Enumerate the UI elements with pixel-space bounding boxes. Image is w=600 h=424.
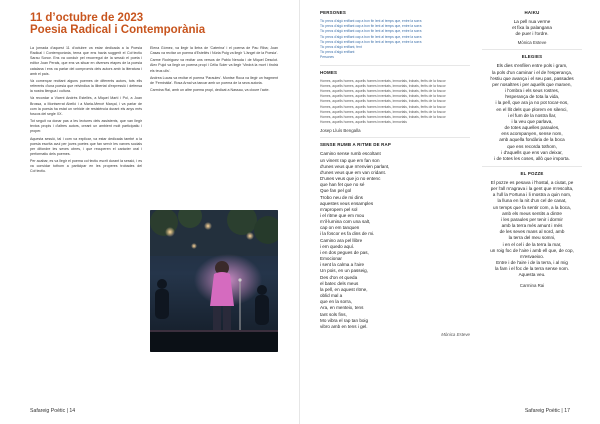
poem-line: Tic precs d'algú enfilant cap a bon fin lent al temps que, entre la sorra (320, 19, 422, 23)
poem-line: i la pell, que ara ja no pot tocar-nos, (495, 100, 569, 106)
poem-line: El pozze es pesava i l'hostal, a ciutat, pe (490, 179, 574, 185)
page-gutter (299, 0, 300, 424)
poem-line: i les paraules per tenir i dormir (501, 216, 563, 222)
paragraph: Andrea Lucas va recitar el poema 'Paraules'. Montse Roca va llegir un fragment de 'Feminàlia'. Rosa Arnal va tancar amb un poema de la seva autoria. (150, 75, 278, 85)
paragraph: Va recordar a Vicent Andrés Estellés, a Miquel Martí i Pol, a Joan Brossa, a Montserrat Abelló i a Maria-Mercè Marçal, i va parlar de com la poesia ha estat un vehicle de resistència durant els anys més foscos del segle XX. (30, 96, 142, 116)
poem-line: per nosaltres i per aquells que marxen, (492, 81, 572, 87)
poem-el-pozze (482, 180, 582, 279)
poem-line: Entre i de l'aire i de la terra, i al mig (496, 260, 568, 265)
poem-line: Trobo neu de mi dins (320, 194, 363, 200)
section-title-homes: HOMES (320, 69, 338, 75)
page-footer-right: Safareig Poètic | 17 (524, 408, 570, 414)
poem-author: Mònica Esteve (517, 40, 547, 46)
poem-line: la fam i el foc de la terra sense nom. (494, 266, 570, 272)
poem-line: Ara, en menteix, tens (320, 305, 364, 311)
article-column-2 (150, 46, 278, 156)
poem-line: que en la sorra, (320, 299, 352, 305)
poem-line: que ens recorda tothom, (507, 143, 557, 149)
poem-line: la pell, en aquest ritme, (320, 286, 368, 292)
poem-line: d'unes veus que m'envien parlant, (320, 163, 390, 169)
poem-line: Camino sense rumb escoltant (320, 151, 381, 157)
poem-line: un vinent rap que em fan son (320, 157, 380, 163)
section-title-haiku: HAIKU (524, 10, 540, 15)
poem-line: Homes, aquells homes, aquells homes inventats, immortals, trobats, ferits de la foscor (320, 104, 446, 109)
title-theme: Poesia Radical i Contemporània (30, 24, 206, 37)
poem-line: tant sols fins, (320, 311, 347, 317)
article-column-1 (30, 46, 142, 358)
section-title-el-pozze: EL POZZE (520, 170, 544, 176)
poem-persones (320, 19, 470, 61)
poem-line: l'estiu que avança i el seu pas, passades (490, 75, 574, 81)
poem-line: cap on em tanquen (320, 225, 360, 231)
poem-line: i em quedo aquí. (320, 243, 355, 249)
poem-line: la lluna en la nit d'un cel de canat, (497, 198, 567, 204)
poem-line: amb la terra més amunt i més (501, 223, 563, 229)
paragraph: Va començar recitant alguns poemes de diferents autors, tots ells referents d'una poesia que reivindica la llibertat d'expressió i defensa la nostra llengua i cultura. (30, 78, 142, 94)
poem-line: per l'all m'agrava i la gent que m'escolta, (490, 186, 574, 192)
poem-line: Mo vibra el rap tan boig (320, 317, 369, 323)
poem-line: Persones (320, 55, 334, 60)
section-title-persones: PERSONES (320, 10, 346, 15)
poem-line: Els dies s'enfilen entre pols i gram, (496, 63, 568, 69)
poem-line: m'esvaeixo. (519, 253, 545, 259)
poem-line: amb aquella fondària de la boca (499, 137, 565, 143)
poem-sense-rumb (320, 151, 470, 330)
poem-line: i l'ombra i els seus rostres, (504, 88, 560, 94)
page-footer-left: Safareig Poètic | 14 (30, 408, 76, 414)
poem-line: Tic precs d'algú enfilant, fent (320, 45, 362, 50)
poem-line: i el ritme que em mou (320, 213, 365, 219)
divider (320, 65, 470, 66)
poem-line: Des d'on et queda (320, 274, 358, 280)
poem-line: Un pois, en un passeig, (320, 268, 369, 274)
poem-line: Tic precs d'algú enfilant cap a bon fin lent al temps que, entre la sorra (320, 39, 422, 44)
poem-line: de puer i l'ordre. (515, 31, 549, 37)
divider (482, 49, 582, 50)
poem-line: i el fum de la nostra llar, (507, 112, 557, 118)
event-photo (150, 210, 278, 352)
paragraph: Elena Gómez, va llegir la lletra de 'Caterina' i el poema de Pau Riba; Joan Casas va recitar un poema d'Estellés i Núria Puig va llegir 'L'àngel de la Poesia'. (150, 46, 278, 56)
poem-line: et fixa la palangana (512, 25, 552, 31)
poem-homes (320, 79, 470, 126)
paragraph: La jornada d'aquest 11 d'octubre va estar dedicada a la Poesia Radical i Contemporània, tema que ens havia suggerit el Col·lectiu Sarau Sonor. Ens va conduir pel recorregut de la sessió el poeta i editor Joan Perals, que ens va situar en diverses etapes de la poesia catalana i ens va parlar del compromís dels autors amb la literatura i amb el país. (30, 46, 142, 76)
poem-line: i en dos pegues de pas, (320, 249, 369, 255)
divider (320, 137, 470, 138)
poem-author: Josep Lluís Bengalla (320, 128, 361, 134)
poem-line: Homes, aquells homes, aquells homes inventats, immortals, trobats, ferits de la foscor (320, 99, 446, 104)
poem-line: Homes, aquells homes, aquells homes inventats, immortals, trobats, ferits de la foscor (320, 115, 446, 120)
poem-line: i sent la calma a l'aire (320, 262, 365, 268)
divider (482, 166, 582, 167)
poem-line: vibro amb en tens i gel. (320, 323, 368, 329)
poems-column-1 (320, 10, 470, 337)
page-title (30, 12, 280, 36)
paragraph: Per acabar, es va llegir el poema col·lectiu escrit durant la sessió, i es va convidar tothom a participar en les properes trobades del Col·lectiu. (30, 159, 142, 174)
poem-line: La pell nua verme (513, 19, 551, 24)
paragraph: Carme Rodríguez va recitar uns versos de Pablo Neruda i de Miquel Desclot. Alex Pujol va llegir un poema propi i Cèlia Soler va llegir 'Vindrà la mort i tindrà els teus ulls'. (150, 58, 278, 73)
title-date: 11 d’octubre de 2023 (30, 12, 144, 24)
event-photo-image (150, 210, 278, 352)
poem-line: Tic precs d'algú enfilant (320, 50, 355, 55)
poem-line: i en el cel i de la terra la mar, (502, 241, 562, 247)
poem-line: ens acompanyen, sense nom, (501, 131, 563, 137)
poem-line: Que fan pel gol (320, 188, 352, 194)
poem-line: la terra del meu somni, (508, 235, 556, 241)
poem-line: D'unes veus que jo no entenc (320, 176, 381, 182)
poems-column-2 (482, 10, 582, 288)
poem-line: d'unes veus que em van cridant. (320, 169, 386, 175)
poem-line: el batec dels meus (320, 280, 359, 286)
poem-line: Tic precs d'algú enfilant cap a bon fin lent al temps que, entre la sorra (320, 29, 422, 34)
poem-line: Homes, aquells homes, aquells homes inventats, immortals, trobats, ferits de la foscor (320, 83, 446, 88)
poem-line: un temps que fa sentir com, a la boca, (493, 204, 571, 210)
poem-line: aquestes veus ensamples (320, 200, 374, 206)
poem-line: Homes, aquells homes, aquells homes inventats, immortals, trobats, ferits de la foscor (320, 94, 446, 99)
poem-line: Tic precs d'algú enfilant cap a bon fin lent al temps que, entre la sorra (320, 24, 422, 29)
paragraph: Aquesta sessió, tal i com va explicar, va estar dedicada també a la poesia escrita avui per joves poetes que fan servir les xarxes socials per difondre les seves obres, i que recuperen el caràcter oral i performatiu dels poemes. (30, 136, 142, 156)
poem-line: Camino ara pel llibre (320, 237, 363, 243)
poem-line: oblid mal a (320, 293, 343, 299)
poem-line: i la foscor es fa dins de mi. (320, 231, 375, 237)
paragraph: Tot seguit va donar pas a les lectures dels assistents, que van llegir textos propis i d'altres autors, creant un ambient molt participatiu i proper. (30, 119, 142, 134)
poem-author: Mònica Esteve (441, 331, 470, 337)
poem-line: i d'aquells que ens van deixar, (501, 149, 563, 155)
poem-line: m'apropem pel sol (320, 206, 358, 212)
poem-line: Homes, aquells homes, aquells homes inventats, immortals (320, 120, 407, 125)
poem-line: Homes, aquells homes, aquells homes inventats, immortals, trobats, ferits de la foscor (320, 78, 446, 83)
poem-line: la pols d'un caminar i el de l'esperança, (491, 69, 573, 75)
poem-line: m'il·lumina com una salt, (320, 219, 371, 225)
poem-line: Homes, aquells homes, aquells homes inventats, immortals, trobats, ferits de la foscor (320, 109, 446, 114)
poem-line: que han fet que no sé (320, 182, 365, 188)
section-title-elegies: ELEGIES (521, 54, 543, 60)
poem-line: i de totes les coses, allò que importa. (494, 155, 570, 161)
poem-haiku (482, 19, 582, 37)
paragraph: Carmina Rai, amb un altre poema propi, dedicat a Nassau, va cloure l'acte. (150, 88, 270, 93)
poem-line: en el llit dels que plorem en silenci, (496, 106, 568, 112)
section-title-sense-rumb: SENSE RUMB A RITME DE RAP (320, 142, 392, 148)
poem-line: Homes, aquells homes, aquells homes inventats, immortals, trobats, ferits de la foscor (320, 89, 446, 94)
poem-line: Emocionar (320, 256, 342, 262)
poem-line: a l'ull la Fortuna i li mostra a quin nom, (492, 192, 572, 198)
poem-line: amb els meus sentits a dintre (502, 210, 562, 216)
poem-line: de les seves mans al nord, amb (499, 229, 565, 235)
poem-line: Aquesta veu. (518, 272, 546, 278)
poem-line: Tic precs d'algú enfilant cap a bon fin lent al temps que, entre la sorra (320, 34, 422, 39)
poem-line: un roig foc de l'aire i amb ell que, de cop, (490, 247, 574, 253)
poem-line: l'esperança de tota la vida, (504, 94, 560, 100)
poem-author: Carmina Rai (519, 283, 545, 289)
poem-line: i la veu que parlava, (511, 118, 553, 124)
poem-line: de totes aquelles paraules, (504, 125, 560, 131)
poem-elegies (482, 63, 582, 162)
